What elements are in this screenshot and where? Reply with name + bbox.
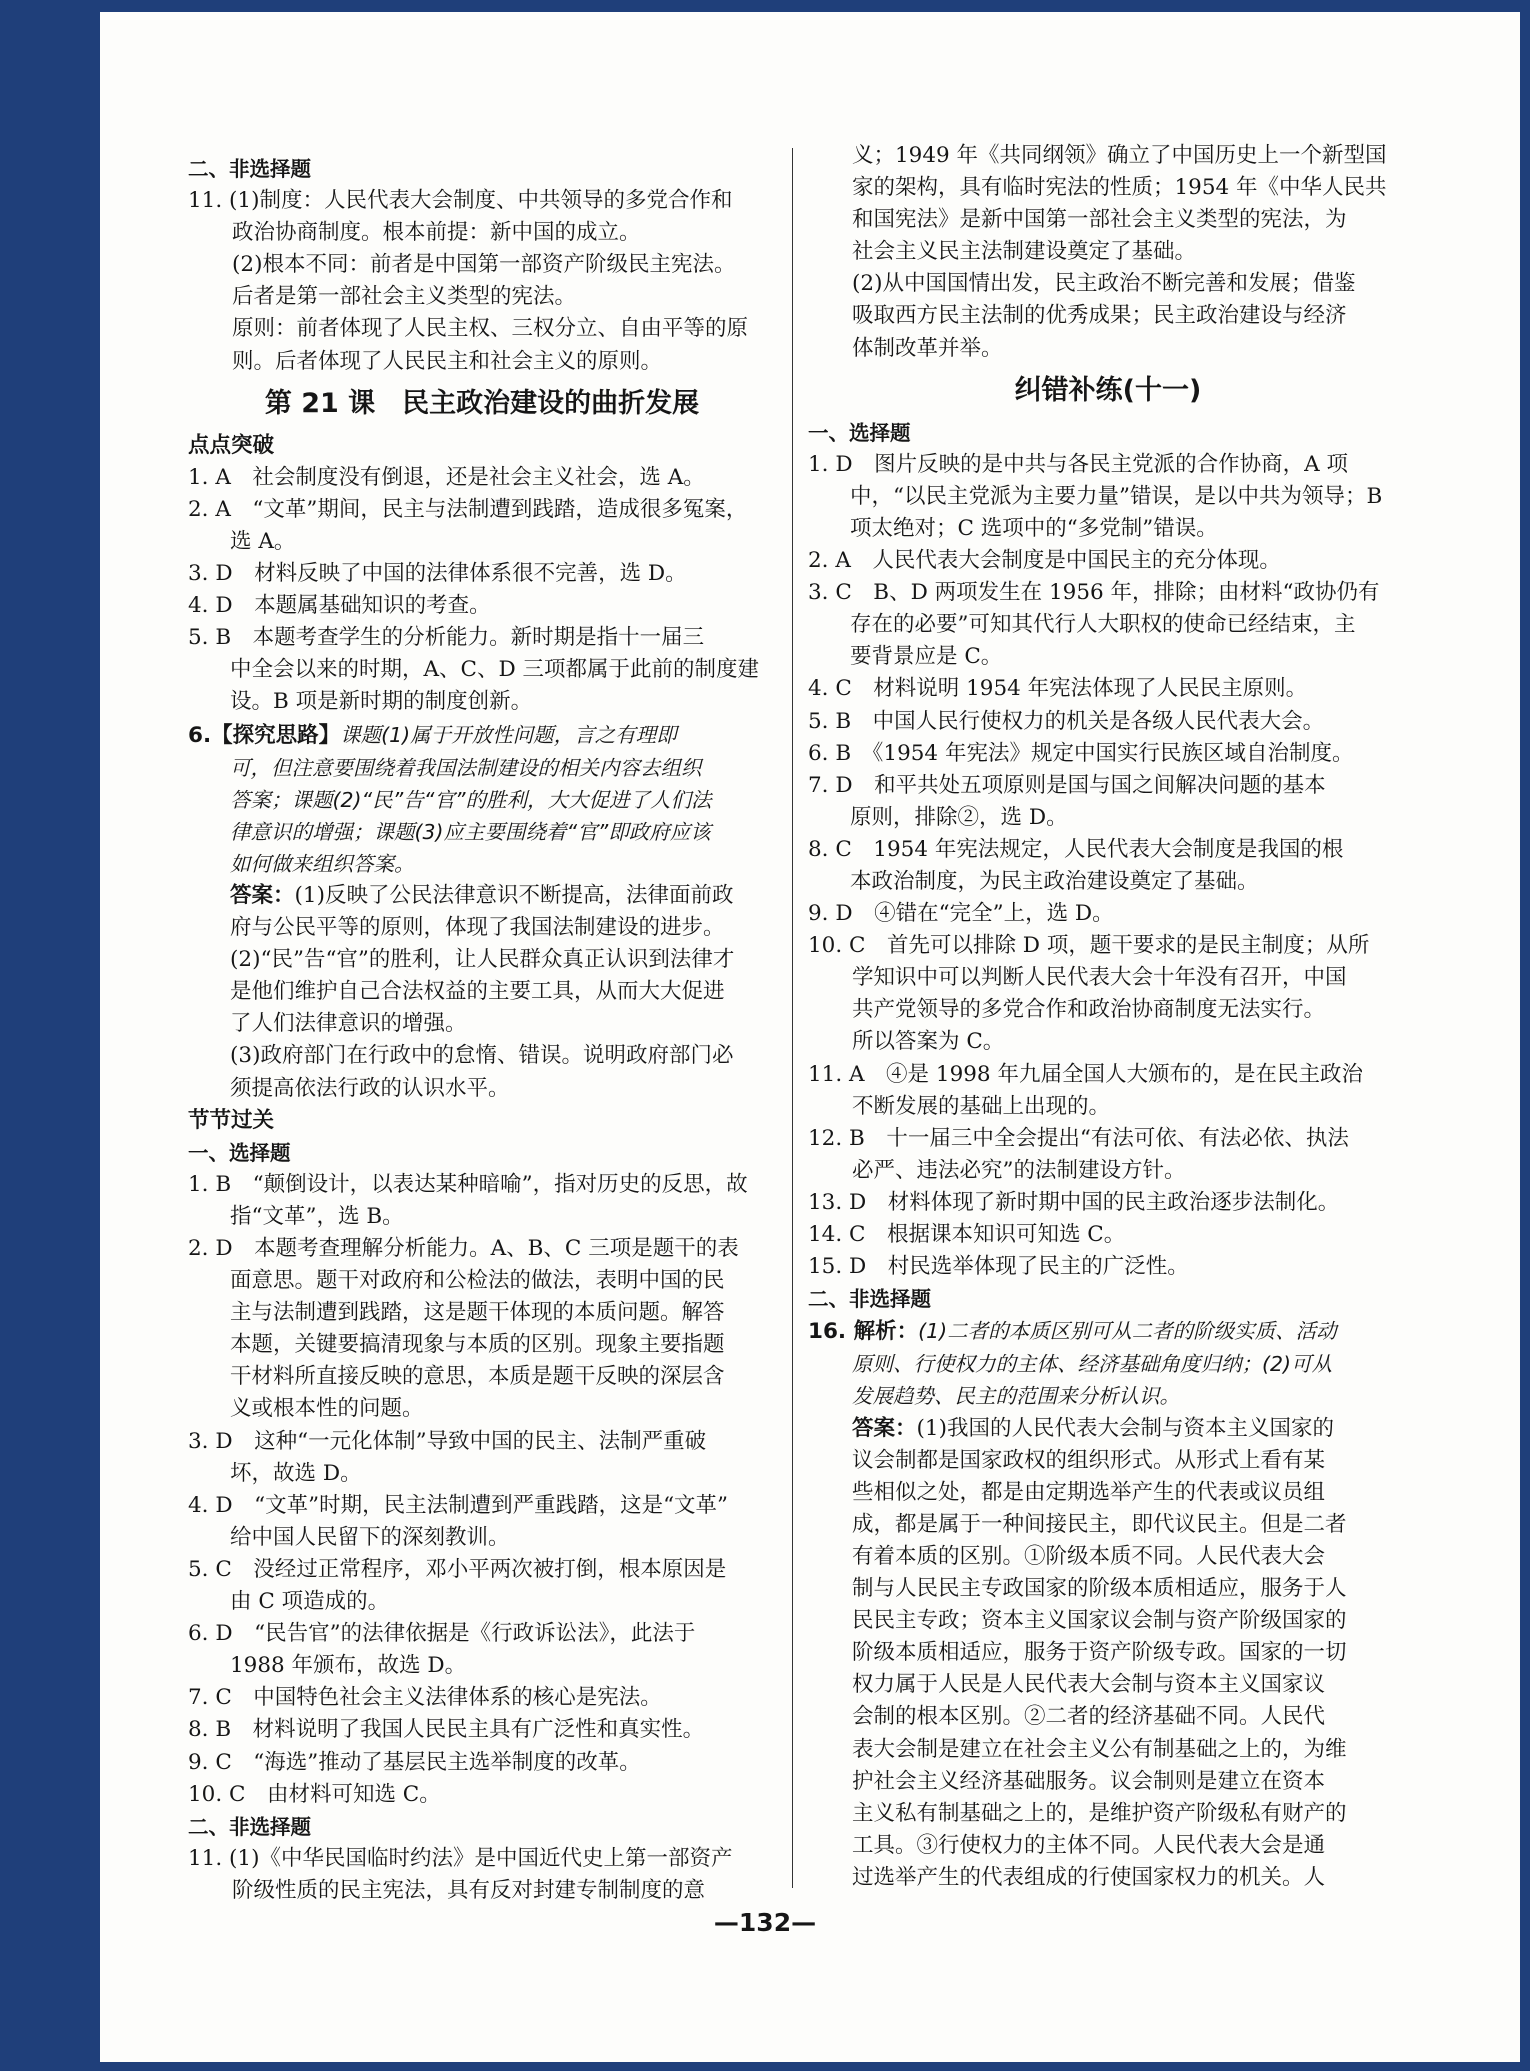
text-line: 中全会以来的时期，A、C、D 三项都属于此前的制度建 — [230, 657, 760, 683]
answer-item: 11. (1)《中华民国临时约法》是中国近代史上第一部资产 — [188, 1845, 733, 1871]
text-line: 阶级性质的民主宪法，具有反对封建专制制度的意 — [232, 1877, 706, 1903]
lesson-title: 纠错补练(十一) — [1014, 374, 1202, 406]
answer-item: 9. C “海选”推动了基层民主选举制度的改革。 — [188, 1749, 641, 1775]
text-line: 议会制都是国家政权的组织形式。从形式上看有某 — [852, 1447, 1326, 1473]
answer-text: (1)我国的人民代表大会制与资本主义国家的 — [916, 1415, 1334, 1441]
right-column — [808, 140, 1408, 1894]
text-line: 如何做来组织答案。 — [230, 851, 415, 876]
text-line: 则。后者体现了人民民主和社会主义的原则。 — [232, 348, 663, 374]
explore-text: 课题(1)属于开放性问题，言之有理即 — [340, 722, 677, 747]
text-line: 可，但注意要围绕着我国法制建设的相关内容去组织 — [230, 755, 702, 780]
text-line: 义或根本性的问题。 — [230, 1396, 424, 1422]
text-line: 和国宪法》是新中国第一部社会主义类型的宪法，为 — [852, 207, 1347, 233]
section-heading: 一、选择题 — [808, 420, 911, 445]
answer-item: 9. D ④错在“完全”上，选 D。 — [808, 901, 1114, 927]
text-line: 了人们法律意识的增强。 — [230, 1011, 467, 1037]
text-line: (2)根本不同：前者是中国第一部资产阶级民主宪法。 — [232, 252, 736, 278]
answer-item: 2. D 本题考查理解分析能力。A、B、C 三项是题干的表 — [188, 1236, 739, 1261]
answer-item: 5. B 中国人民行使权力的机关是各级人民代表大会。 — [808, 708, 1325, 734]
text-line: 本政治制度，为民主政治建设奠定了基础。 — [850, 868, 1259, 894]
text-line: 干材料所直接反映的意思，本质是题干反映的深层含 — [230, 1364, 725, 1390]
answer-item: 10. C 由材料可知选 C。 — [188, 1781, 441, 1807]
text-line: 原则，排除②，选 D。 — [850, 804, 1068, 830]
text-line: 项太绝对；C 选项中的“多党制”错误。 — [850, 515, 1218, 541]
text-line: 会制的根本区别。②二者的经济基础不同。人民代 — [852, 1704, 1326, 1730]
answer-item: 4. D 本题属基础知识的考查。 — [188, 593, 491, 619]
answer-item: 3. D 材料反映了中国的法律体系很不完善，选 D。 — [188, 561, 687, 587]
text-line: 社会主义民主法制建设奠定了基础。 — [852, 239, 1197, 265]
text-line: 表大会制是建立在社会主义公有制基础之上的，为维 — [852, 1736, 1347, 1762]
text-line: 设。B 项是新时期的制度创新。 — [230, 689, 533, 715]
text-line: 由 C 项造成的。 — [230, 1589, 390, 1615]
text-line: 原则、行使权力的主体、经济基础角度归纳；(2)可从 — [852, 1352, 1333, 1377]
answer-item: 6. D “民告官”的法律依据是《行政诉讼法》，此法于 — [188, 1621, 696, 1647]
text-line: 学知识中可以判断人民代表大会十年没有召开，中国 — [852, 965, 1347, 991]
text-line: 过选举产生的代表组成的行使国家权力的机关。人 — [852, 1864, 1326, 1890]
text-line: 主义私有制基础之上的，是维护资产阶级私有财产的 — [852, 1800, 1347, 1826]
text-line: 制与人民民主专政国家的阶级本质相适应，服务于人 — [852, 1576, 1347, 1602]
analysis-label: 16. 解析： — [808, 1319, 919, 1345]
text-line: 面意思。题干对政府和公检法的做法，表明中国的民 — [230, 1268, 725, 1294]
answer-item: 4. C 材料说明 1954 年宪法体现了人民民主原则。 — [808, 676, 1308, 702]
left-column — [188, 153, 776, 1907]
text-line: 要背景应是 C。 — [850, 644, 1003, 670]
section-heading: 二、非选择题 — [188, 1814, 311, 1839]
text-line: 11. (1)制度：人民代表大会制度、中共领导的多党合作和 — [188, 188, 733, 214]
answer-item: 1. B “颠倒设计，以表达某种暗喻”，指对历史的反思，故 — [188, 1171, 748, 1197]
text-line: 不断发展的基础上出现的。 — [852, 1093, 1111, 1119]
text-line: 必严、违法必究”的法制建设方针。 — [852, 1157, 1186, 1183]
text-line: 存在的必要”可知其代行人大职权的使命已经结束，主 — [850, 612, 1356, 638]
text-line: 府与公民平等的原则，体现了我国法制建设的进步。 — [230, 915, 725, 941]
analysis-text: (1)二者的本质区别可从二者的阶级实质、活动 — [918, 1319, 1337, 1344]
answer-item: 1. A 社会制度没有倒退，还是社会主义社会，选 A。 — [188, 464, 705, 490]
text-line: 发展趋势、民主的范围来分析认识。 — [852, 1384, 1180, 1409]
text-line: (2)从中国国情出发，民主政治不断完善和发展；借鉴 — [852, 271, 1356, 297]
column-divider — [792, 148, 793, 1888]
answer-item: 6. B 《1954 年宪法》规定中国实行民族区域自治制度。 — [808, 740, 1354, 766]
answer-block — [808, 1413, 1408, 1445]
text-line: 给中国人民留下的深刻教训。 — [230, 1524, 510, 1550]
text-line: 中，“以民主党派为主要力量”错误，是以中共为领导；B — [850, 483, 1383, 509]
text-line: 后者是第一部社会主义类型的宪法。 — [232, 284, 577, 310]
text-line: 选 A。 — [230, 528, 296, 554]
explore-label: 6.【探究思路】 — [188, 722, 341, 748]
answer-item: 8. B 材料说明了我国人民民主具有广泛性和真实性。 — [188, 1717, 705, 1743]
answer-label: 答案： — [230, 882, 295, 908]
text-line: 政治协商制度。根本前提：新中国的成立。 — [232, 220, 641, 246]
answer-item: 7. D 和平共处五项原则是国与国之间解决问题的基本 — [808, 772, 1326, 798]
text-line: 所以答案为 C。 — [852, 1029, 1005, 1055]
text-line: (2)“民”告“官”的胜利，让人民群众真正认识到法律才 — [230, 947, 735, 973]
text-line: 权力属于人民是人民代表大会制与资本主义国家议 — [852, 1672, 1326, 1698]
text-line: 共产党领导的多党合作和政治协商制度无法实行。 — [852, 997, 1326, 1023]
text-line: 须提高依法行政的认识水平。 — [230, 1075, 510, 1101]
text-line: 阶级本质相适应，服务于资产阶级专政。国家的一切 — [852, 1640, 1347, 1666]
answer-block — [188, 880, 776, 912]
text-line: 主与法制遭到践踏，这是题干体现的本质问题。解答 — [230, 1300, 725, 1326]
text-line: 原则：前者体现了人民主权、三权分立、自由平等的原 — [232, 316, 749, 342]
section-heading: 点点突破 — [188, 432, 275, 458]
text-line: 些相似之处，都是由定期选举产生的代表或议员组 — [852, 1479, 1326, 1505]
text-line: 民民主专政；资本主义国家议会制与资产阶级国家的 — [852, 1608, 1347, 1634]
answer-item: 12. B 十一届三中全会提出“有法可依、有法必依、执法 — [808, 1125, 1349, 1151]
text-line: 义；1949 年《共同纲领》确立了中国历史上一个新型国 — [852, 143, 1387, 168]
answer-item: 1. D 图片反映的是中共与各民主党派的合作协商，A 项 — [808, 451, 1348, 477]
section-heading: 二、非选择题 — [188, 157, 311, 181]
text-line: 有着本质的区别。①阶级本质不同。人民代表大会 — [852, 1543, 1326, 1569]
answer-item: 4. D “文革”时期，民主法制遭到严重践踏，这是“文革” — [188, 1492, 729, 1518]
text-line: (3)政府部门在行政中的怠惰、错误。说明政府部门必 — [230, 1043, 734, 1069]
text-line: 本题，关键要搞清现象与本质的区别。现象主要指题 — [230, 1332, 725, 1358]
page-number: —132— — [713, 1908, 817, 1937]
answer-text: (1)反映了公民法律意识不断提高，法律面前政 — [294, 882, 734, 908]
answer-item: 3. C B、D 两项发生在 1956 年，排除；由材料“政协仍有 — [808, 580, 1380, 606]
answer-item: 8. C 1954 年宪法规定，人民代表大会制度是我国的根 — [808, 836, 1344, 862]
answer-item: 13. D 材料体现了新时期中国的民主政治逐步法制化。 — [808, 1189, 1340, 1215]
text-line: 律意识的增强；课题(3)应主要围绕着“官”即政府应该 — [230, 819, 711, 844]
answer-item: 2. A “文革”期间，民主与法制遭到践踏，造成很多冤案， — [188, 496, 748, 522]
answer-item — [808, 1315, 1408, 1348]
section-heading: 节节过关 — [188, 1107, 275, 1133]
text-line: 指“文革”，选 B。 — [230, 1203, 404, 1229]
text-line: 吸取西方民主法制的优秀成果；民主政治建设与经济 — [852, 303, 1347, 329]
answer-item: 10. C 首先可以排除 D 项，题干要求的是民主制度；从所 — [808, 933, 1370, 959]
answer-item: 5. C 没经过正常程序，邓小平两次被打倒，根本原因是 — [188, 1556, 727, 1582]
answer-label: 答案： — [852, 1415, 917, 1441]
answer-item: 14. C 根据课本知识可知选 C。 — [808, 1222, 1126, 1247]
text-line: 体制改革并举。 — [852, 335, 1003, 361]
section-heading: 二、非选择题 — [808, 1287, 931, 1312]
answer-item: 5. B 本题考查学生的分析能力。新时期是指十一届三 — [188, 625, 705, 651]
answer-item: 2. A 人民代表大会制度是中国民主的充分体现。 — [808, 548, 1281, 574]
text-line: 坏，故选 D。 — [230, 1460, 362, 1486]
text-line: 护社会主义经济基础服务。议会制则是建立在资本 — [852, 1768, 1326, 1794]
text-line: 是他们维护自己合法权益的主要工具，从而大大促进 — [230, 979, 725, 1005]
answer-item: 7. C 中国特色社会主义法律体系的核心是宪法。 — [188, 1685, 662, 1711]
answer-item: 11. A ④是 1998 年九届全国人大颁布的，是在民主政治 — [808, 1061, 1363, 1087]
text-line: 家的架构，具有临时宪法的性质；1954 年《中华人民共 — [852, 175, 1387, 201]
text-line: 答案；课题(2)“民”告“官”的胜利，大大促进了人们法 — [230, 787, 712, 812]
answer-item — [188, 719, 776, 752]
text-line: 1988 年颁布，故选 D。 — [230, 1653, 467, 1679]
text-line: 工具。③行使权力的主体不同。人民代表大会是通 — [852, 1832, 1326, 1858]
answer-item: 3. D 这种“一元化体制”导致中国的民主、法制严重破 — [188, 1428, 707, 1454]
section-heading: 一、选择题 — [188, 1140, 291, 1165]
answer-item: 15. D 村民选举体现了民主的广泛性。 — [808, 1254, 1189, 1280]
lesson-title: 第 21 课 民主政治建设的曲折发展 — [264, 387, 700, 419]
text-line: 成，都是属于一种间接民主，即代议民主。但是二者 — [852, 1511, 1347, 1537]
